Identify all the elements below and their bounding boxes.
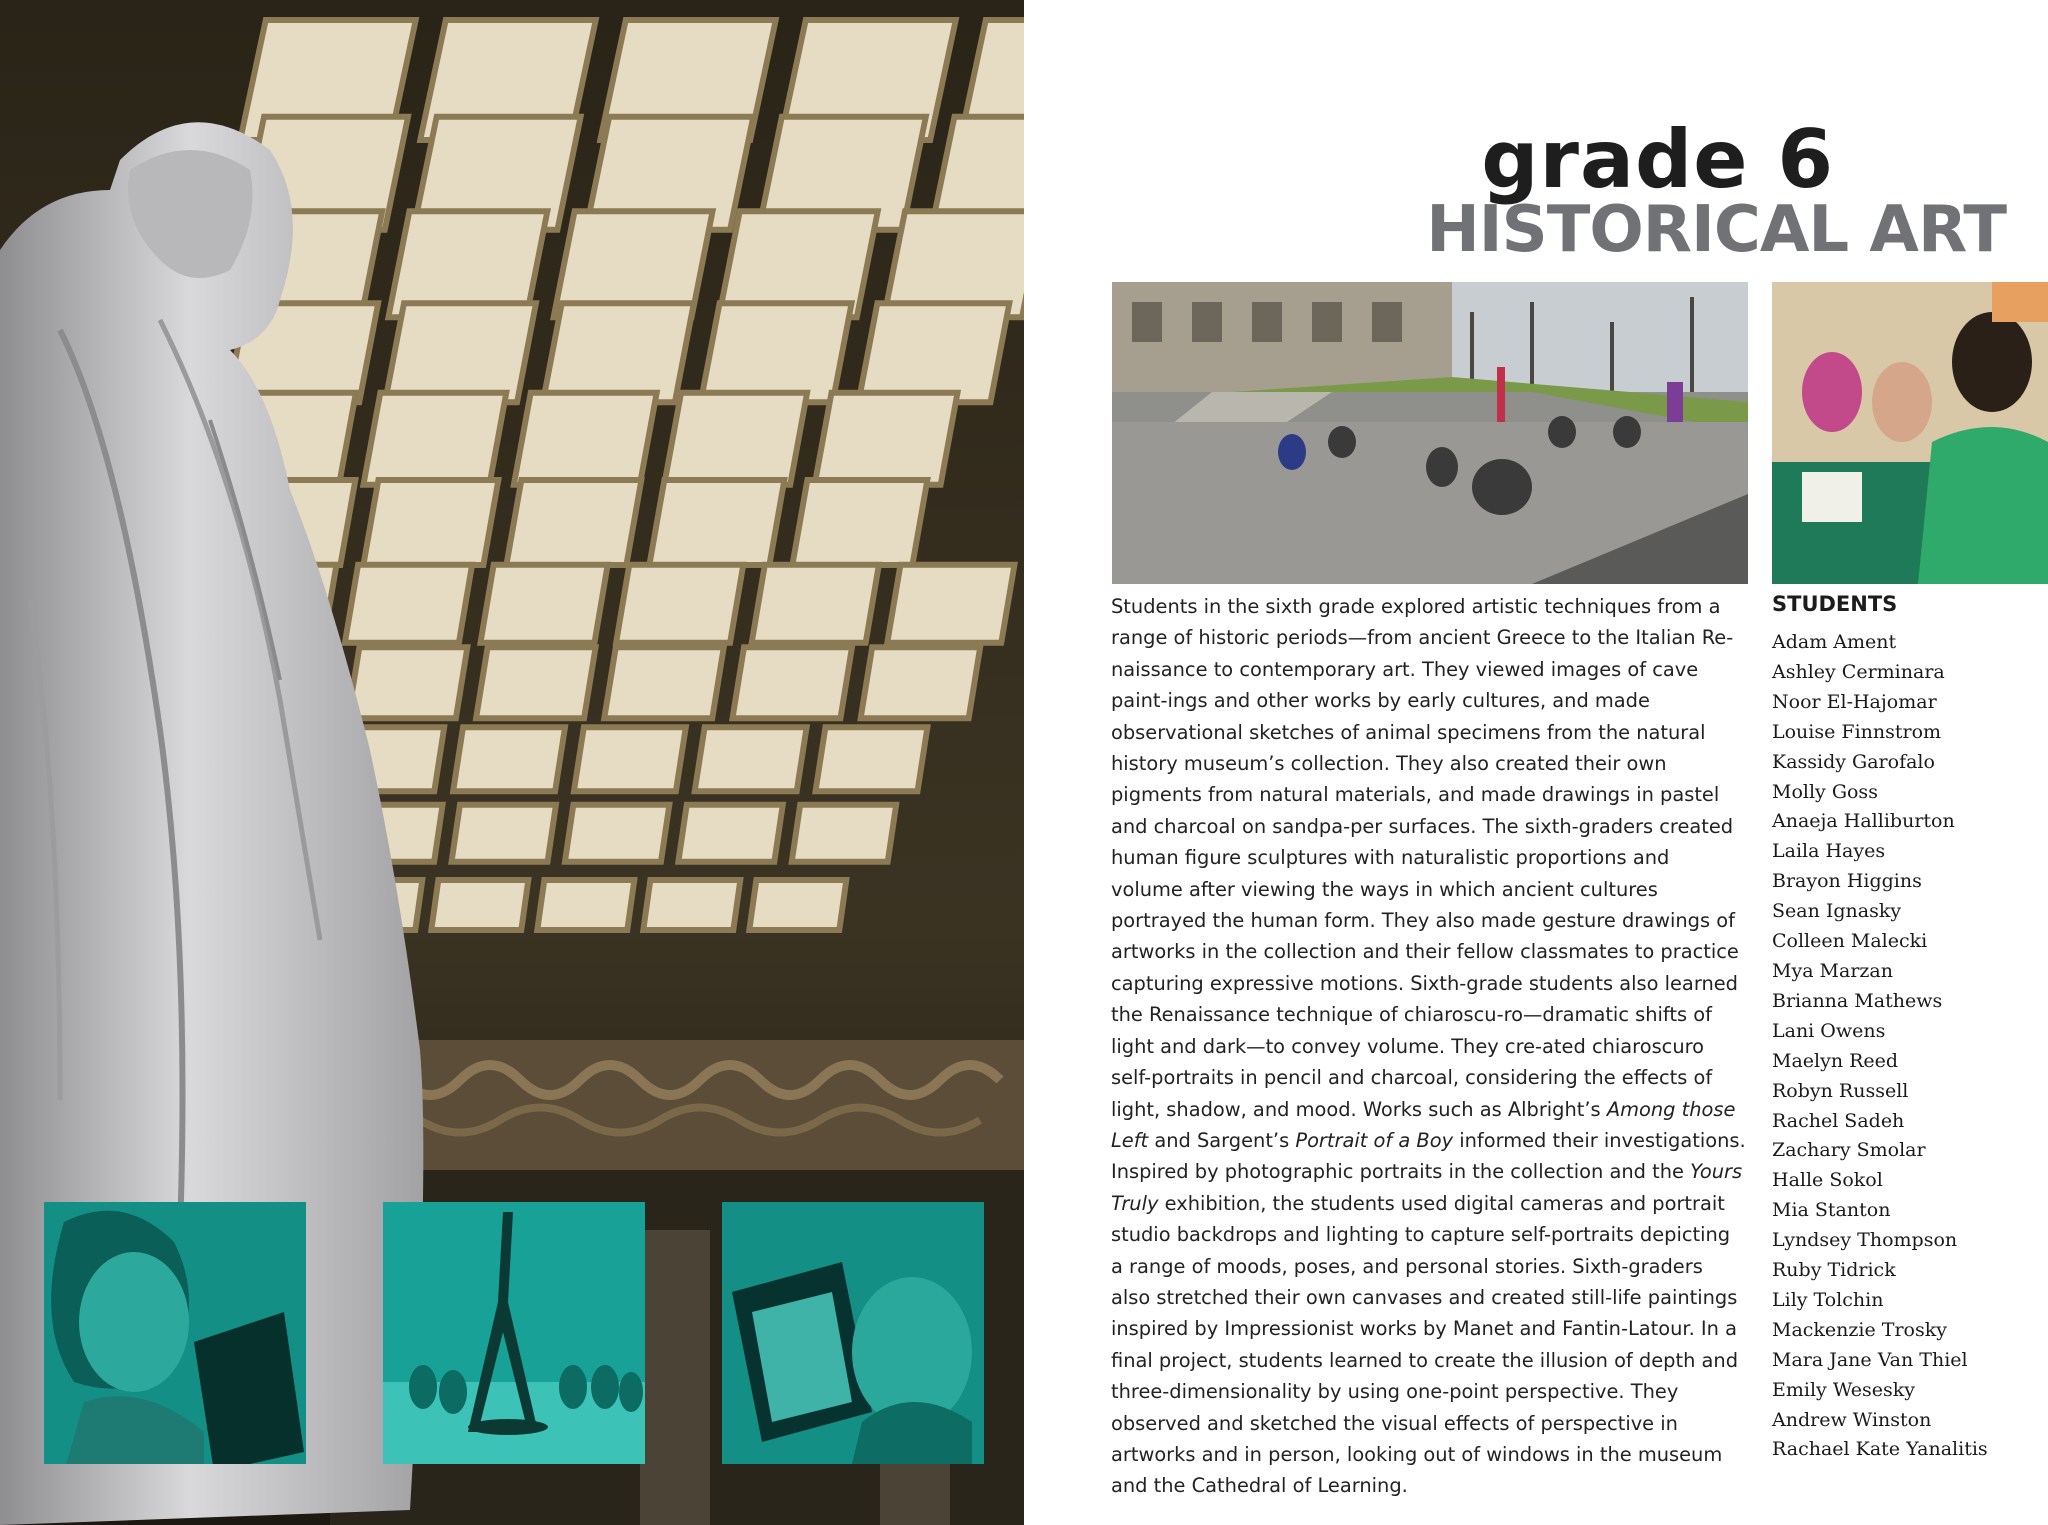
body-text-1: Students in the sixth grade explored artistic techniques from a range of historic periods—from ancient Greece to the Italian Re-naissance to contemporary art. They viewed images of cave paint-ings and other works by early cultures, and made observational sketches of animal specimens from the natural history museum’s collection. They also created their own pigments from natural materials, and made drawings in pastel and charcoal on sandpa-per surfaces. The sixth-graders created human figure sculptures with naturalistic proportions and volume after viewing the ways in which ancient cultures portrayed the human form. They also made gesture drawings of artworks in the collection and their fellow classmates to practice capturing expressive motions. Sixth-grade students also learned the Renaissance technique of chiaroscu-ro—dramatic shifts of light and dark—to convey volume. They cre-ated chiaroscuro self-portraits in pencil and charcoal, considering the effects of light, shadow, and mood. Works such as Albright’s [1111,595,1739,1121]
skylight-panel [861,647,980,718]
skylight-panel [792,480,927,565]
skylight-panel [348,647,467,718]
student-name: Mackenzie Trosky [1772,1318,1947,1341]
skylight-panel [752,565,879,643]
student-name: Zachary Smolar [1772,1139,1926,1162]
students-list-section [1772,590,2042,1465]
skylight-panel [363,480,498,565]
skylight-panel [453,727,565,791]
student-name: Laila Hayes [1772,840,1886,863]
student-name: Louise Finnstrom [1772,720,1942,743]
student-name: Robyn Russell [1772,1079,1909,1102]
student-name: Mya Marzan [1772,959,1893,982]
skylight-panel [643,880,740,930]
article-body [1111,591,1747,1502]
student-painting-photo [44,1202,306,1464]
student-name: Emily Wesesky [1772,1378,1916,1401]
students-list [1772,628,2042,1465]
student-name: Brianna Mathews [1772,989,1943,1012]
skylight-panel [649,480,784,565]
skylight-panel [604,647,723,718]
skylight-panel [476,647,595,718]
skylight-panel [345,565,472,643]
outdoor-sketching-photo [1112,282,1748,584]
student-name: Molly Goss [1772,780,1878,803]
sculpture-gallery-photo [383,1202,645,1464]
skylight-panel [616,565,743,643]
skylight-panel [431,880,528,930]
skylight-panel [514,393,657,485]
article-paragraph [1111,591,1747,1502]
grade-title: grade 6 [1481,113,1834,206]
student-name: Mia Stanton [1772,1199,1891,1222]
student-name: Mara Jane Van Thiel [1772,1348,1968,1371]
skylight-panel [452,805,556,862]
skylight-panel [678,805,782,862]
student-name: Lyndsey Thompson [1772,1229,1958,1252]
exhibition-title-yours-truly: Yours Truly [1111,1160,1743,1215]
student-name: Brayon Higgins [1772,870,1922,893]
student-name: Ashley Cerminara [1772,660,1945,683]
skylight-panel [858,303,1009,402]
skylight-panel [815,393,958,485]
skylight-panel [749,880,846,930]
student-name: Kassidy Garofalo [1772,750,1935,773]
section-title: HISTORICAL ART [1426,193,2006,267]
student-name: Maelyn Reed [1772,1049,1899,1072]
skylight-panel [664,393,807,485]
student-name: Halle Sokol [1772,1169,1883,1192]
student-name: Colleen Malecki [1772,930,1928,953]
skylight-panel [363,393,506,485]
skylight-panel [792,805,896,862]
skylight-panel [701,303,852,402]
artwork-title-portrait-of-a-boy: Portrait of a Boy [1295,1128,1454,1152]
easel-painting-photo [722,1202,984,1464]
page-title [1426,113,2006,267]
student-name: Anaeja Halliburton [1772,810,1955,833]
skylight-panel [480,565,607,643]
body-text-4: exhibition, the students used digital cameras and portrait studio backdrops and lighting to capture self-portraits depicting a range of moods, poses, and personal stories. Sixth-graders also stretched their own canvases and created still-life paintings inspired by Impressionist works by Manet and Fantin-Latour. In a final project, students learned to create the illusion of depth and three-dimensionality by using one-point perspective. They observed and sketched the visual effects of perspective in artworks and in person, looking out of windows in the museum and the Cathedral of Learning. [1111,1191,1739,1498]
student-name: Adam Ament [1772,631,1897,653]
classroom-painting-photo [1772,282,2048,584]
skylight-panel [543,303,694,402]
student-name: Rachael Kate Yanalitis [1772,1438,1988,1461]
students-heading: STUDENTS [1772,592,1898,616]
student-name: Noor El-Hajomar [1772,690,1937,713]
skylight-panel [565,805,669,862]
student-name: Lily Tolchin [1772,1288,1884,1311]
student-name: Lani Owens [1772,1019,1886,1042]
skylight-panel [887,565,1014,643]
skylight-panel [695,727,807,791]
student-name: Andrew Winston [1772,1408,1932,1431]
skylight-panel [732,647,851,718]
skylight-panel [506,480,641,565]
body-text-2: and Sargent’s [1148,1128,1296,1152]
skylight-panel [816,727,928,791]
body-text-3: informed their investigations. Inspired by photographic portraits in the collection and the [1111,1128,1746,1184]
skylight-panel [537,880,634,930]
artwork-title-among-those-left: Among those Left [1111,1097,1736,1152]
student-name: Ruby Tidrick [1772,1259,1896,1282]
student-name: Rachel Sadeh [1772,1109,1905,1132]
student-name: Sean Ignasky [1772,900,1902,923]
skylight-panel [385,303,536,402]
skylight-panel [574,727,686,791]
